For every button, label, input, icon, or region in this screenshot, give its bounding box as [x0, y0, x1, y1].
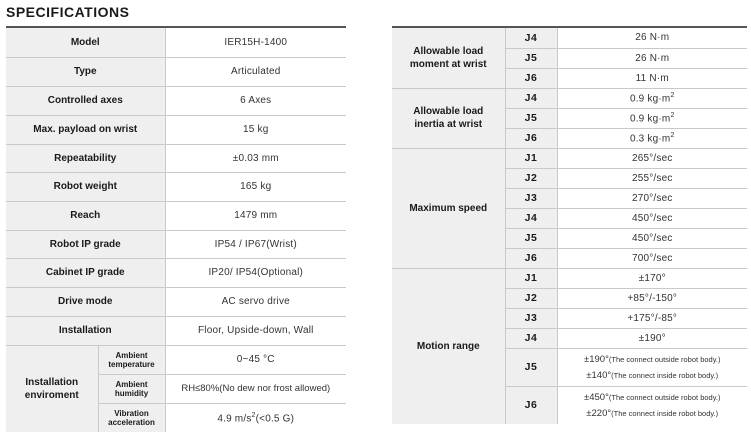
joint-value	[557, 348, 747, 386]
spec-value: AC servo drive	[165, 287, 346, 316]
env-label-line1: Installation	[25, 376, 79, 388]
moment-row-j4	[392, 28, 747, 48]
joint-value: +85°/-150°	[557, 288, 747, 308]
spec-value: IP20/ IP54(Optional)	[165, 258, 346, 287]
env-value	[165, 403, 346, 432]
spec-value: IER15H-1400	[165, 28, 346, 57]
inertia-exponent: 2	[670, 91, 675, 99]
motion-row-j1	[392, 268, 747, 288]
sub-line2: temperature	[108, 359, 155, 369]
joint-label: J4	[505, 208, 557, 228]
spec-label: Cabinet IP grade	[6, 258, 165, 287]
spec-label: Installation	[6, 316, 165, 345]
spec-row-controlled-axes	[6, 86, 346, 115]
inertia-value: 0.3 kg·m	[629, 133, 671, 145]
range-note: (The connect outside robot body.)	[608, 355, 721, 364]
joint-label: J5	[505, 48, 557, 68]
spec-row-model	[6, 28, 346, 57]
spec-label: Model	[6, 28, 165, 57]
env-value: 0~45 °C	[165, 345, 346, 374]
joint-value: ±190°	[557, 328, 747, 348]
sub-line1: Ambient	[115, 350, 148, 360]
inertia-row-j4	[392, 88, 747, 108]
joint-label: J4	[505, 328, 557, 348]
joint-value: 255°/sec	[557, 168, 747, 188]
label-line1: Allowable load	[413, 45, 484, 57]
joint-label: J1	[505, 268, 557, 288]
spec-label: Max. payload on wrist	[6, 115, 165, 144]
spec-row-cabinet-ip-grade	[6, 258, 346, 287]
inertia-value: 0.9 kg·m	[629, 113, 671, 125]
range-value: ±450°	[584, 392, 609, 404]
env-sub-label	[98, 345, 165, 374]
speed-row-j1	[392, 148, 747, 168]
joint-value: 26 N·m	[557, 48, 747, 68]
joint-value: 11 N·m	[557, 68, 747, 88]
env-sub-label	[98, 374, 165, 403]
joint-label: J6	[505, 128, 557, 148]
joint-label: J2	[505, 168, 557, 188]
env-sub-label	[98, 403, 165, 432]
label-line2: moment at wrist	[409, 58, 487, 70]
joint-label: J5	[505, 348, 557, 386]
spec-row-type	[6, 57, 346, 86]
env-value: RH≤80%(No dew nor frost allowed)	[165, 374, 346, 403]
spec-value: 6 Axes	[165, 86, 346, 115]
page-title: SPECIFICATIONS	[6, 4, 130, 20]
spec-value: Articulated	[165, 57, 346, 86]
range-note: (The connect inside robot body.)	[611, 371, 719, 380]
spec-row-robot-ip-grade	[6, 230, 346, 258]
joint-value	[557, 88, 747, 108]
joint-value: ±170°	[557, 268, 747, 288]
joint-label: J3	[505, 188, 557, 208]
spec-row-repeatability	[6, 144, 346, 172]
joint-label: J2	[505, 288, 557, 308]
joint-label: J3	[505, 308, 557, 328]
motion-range-label: Motion range	[392, 268, 505, 424]
joint-label: J6	[505, 248, 557, 268]
joint-value: 265°/sec	[557, 148, 747, 168]
spec-value: 1479 mm	[165, 201, 346, 230]
joint-value	[557, 128, 747, 148]
spec-value: 165 kg	[165, 172, 346, 201]
spec-label: Repeatability	[6, 144, 165, 172]
right-spec-table	[392, 28, 747, 424]
spec-label: Drive mode	[6, 287, 165, 316]
installation-environment-label	[6, 345, 98, 432]
joint-value	[557, 108, 747, 128]
sub-line2: humidity	[114, 388, 149, 398]
joint-value: 26 N·m	[557, 28, 747, 48]
spec-value: IP54 / IP67(Wrist)	[165, 230, 346, 258]
spec-label: Controlled axes	[6, 86, 165, 115]
sub-line1: Ambient	[115, 379, 148, 389]
left-spec-table	[6, 28, 346, 432]
spec-label: Type	[6, 57, 165, 86]
spec-value: ±0.03 mm	[165, 144, 346, 172]
range-value: ±220°	[586, 408, 612, 420]
spec-row-reach	[6, 201, 346, 230]
spec-label: Reach	[6, 201, 165, 230]
spec-label: Robot weight	[6, 172, 165, 201]
joint-value: +175°/-85°	[557, 308, 747, 328]
label-line2: inertia at wrist	[414, 119, 483, 130]
range-value: ±190°	[584, 354, 609, 365]
spec-row-drive-mode	[6, 287, 346, 316]
joint-label: J5	[505, 108, 557, 128]
spec-value: Floor, Upside-down, Wall	[165, 316, 346, 345]
joint-label: J4	[505, 88, 557, 108]
maximum-speed-label: Maximum speed	[392, 148, 505, 268]
vibration-value: 4.9 m/s	[217, 412, 252, 424]
vibration-exponent: 2	[251, 411, 256, 419]
inertia-value: 0.9 kg·m	[629, 93, 671, 105]
spec-value: 15 kg	[165, 115, 346, 144]
label-line1: Allowable load	[413, 106, 484, 117]
joint-value	[557, 386, 747, 424]
allowable-inertia-label	[392, 88, 505, 148]
range-value: ±140°	[586, 370, 612, 381]
range-note: (The connect inside robot body.)	[611, 409, 719, 419]
inertia-exponent: 2	[670, 111, 675, 119]
joint-value: 450°/sec	[557, 208, 747, 228]
joint-label: J6	[505, 68, 557, 88]
spec-label: Robot IP grade	[6, 230, 165, 258]
spec-row-robot-weight	[6, 172, 346, 201]
joint-value: 700°/sec	[557, 248, 747, 268]
joint-label: J6	[505, 386, 557, 424]
sub-line2: acceleration	[108, 417, 155, 427]
spec-row-ambient-temperature	[6, 345, 346, 374]
joint-value: 270°/sec	[557, 188, 747, 208]
spec-row-max-payload	[6, 115, 346, 144]
allowable-moment-label	[392, 28, 505, 88]
joint-label: J1	[505, 148, 557, 168]
inertia-exponent: 2	[670, 131, 675, 139]
vibration-note: (<0.5 G)	[255, 412, 295, 424]
joint-label: J5	[505, 228, 557, 248]
sub-line1: Vibration	[114, 408, 149, 418]
range-note: (The connect outside robot body.)	[608, 393, 721, 403]
spec-row-installation	[6, 316, 346, 345]
joint-label: J4	[505, 28, 557, 48]
joint-value: 450°/sec	[557, 228, 747, 248]
env-label-line2: enviroment	[24, 389, 79, 401]
